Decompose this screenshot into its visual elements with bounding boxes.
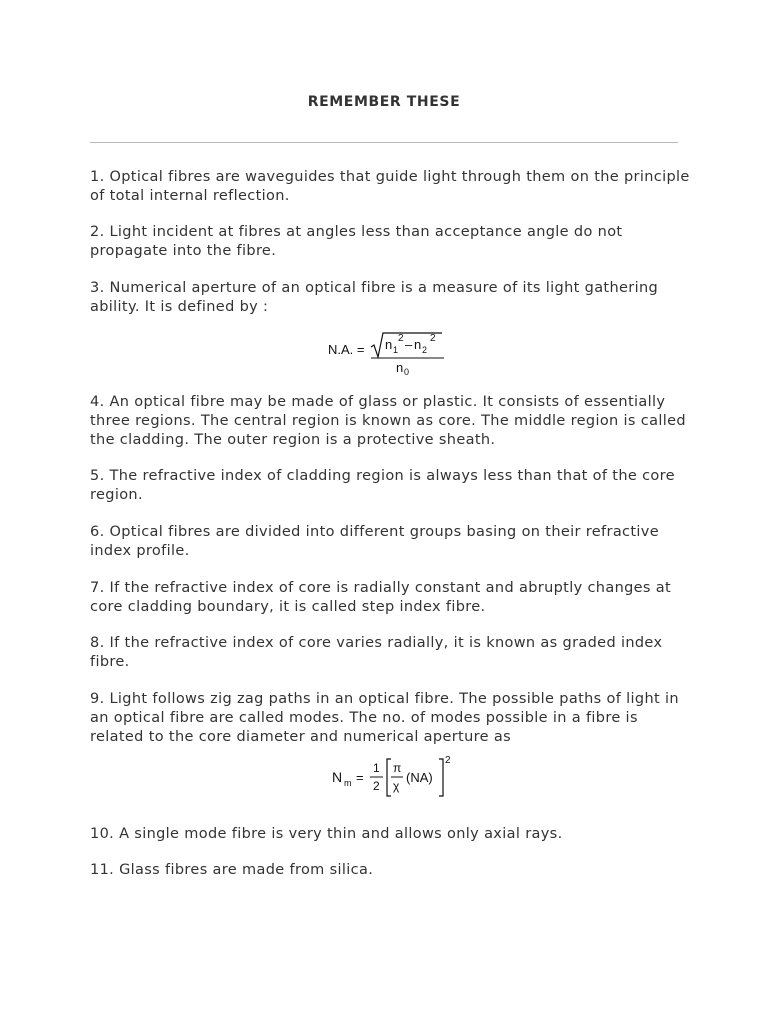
nm-two: 2 (373, 779, 380, 793)
nm-pi: π (393, 761, 402, 775)
list-item-10: 10. A single mode fibre is very thin and allows only axial rays. (90, 826, 563, 842)
na-n2-sub: 2 (422, 345, 428, 355)
list-item-7: 7. If the refractive index of core is radially constant and abruptly changes at core cladding boundary, it is called step index fibre. (90, 580, 672, 615)
nm-exp: 2 (445, 755, 451, 766)
na-n1: n (385, 337, 393, 352)
list-item-11: 11. Glass fibres are made from silica. (90, 862, 374, 878)
nm-right-bracket (439, 759, 443, 796)
nm-eq: = (356, 770, 364, 785)
numerical-aperture-formula (326, 320, 450, 378)
na-minus: – (405, 337, 413, 352)
na-n1-sup: 2 (398, 333, 404, 344)
nm-na: (NA) (406, 770, 433, 785)
na-den: n (396, 360, 404, 375)
number-of-modes-formula (328, 752, 452, 808)
nm-chi: χ (393, 779, 400, 793)
list-item-4: 4. An optical fibre may be made of glass or plastic. It consists of essentially three regions. The central region is known as core. The middle region is called the cladding. The outer region is a protective sheath. (90, 394, 686, 448)
na-den-sub: 0 (404, 367, 410, 377)
list-item-2: 2. Light incident at fibres at angles less than acceptance angle do not propagate into the fibre. (90, 224, 623, 259)
nm-one: 1 (373, 761, 380, 775)
page-title: REMEMBER THESE (307, 94, 461, 110)
list-item-3: 3. Numerical aperture of an optical fibre is a measure of its light gathering ability. It is defined by : (90, 280, 659, 315)
list-item-9: 9. Light follows zig zag paths in an optical fibre. The possible paths of light in an optical fibre are called modes. The no. of modes possible in a fibre is related to the core diameter and numerical aperture as (90, 691, 679, 745)
list-item-1: 1. Optical fibres are waveguides that guide light through them on the principle of total internal reflection. (90, 169, 690, 204)
list-item-8: 8. If the refractive index of core varies radially, it is known as graded index fibre. (90, 635, 663, 670)
list-item-6: 6. Optical fibres are divided into different groups basing on their refractive index profile. (90, 524, 659, 559)
list-item-5: 5. The refractive index of cladding region is always less than that of the core region. (90, 468, 675, 503)
na-n2-sup: 2 (430, 333, 436, 344)
na-lhs: N.A. = (328, 342, 365, 357)
na-n1-sub: 1 (393, 345, 399, 355)
nm-left-bracket (387, 759, 391, 796)
title-divider (90, 142, 678, 143)
nm-lhs-sub: m (344, 778, 352, 788)
na-n2: n (414, 337, 422, 352)
nm-lhs: N (332, 769, 343, 785)
